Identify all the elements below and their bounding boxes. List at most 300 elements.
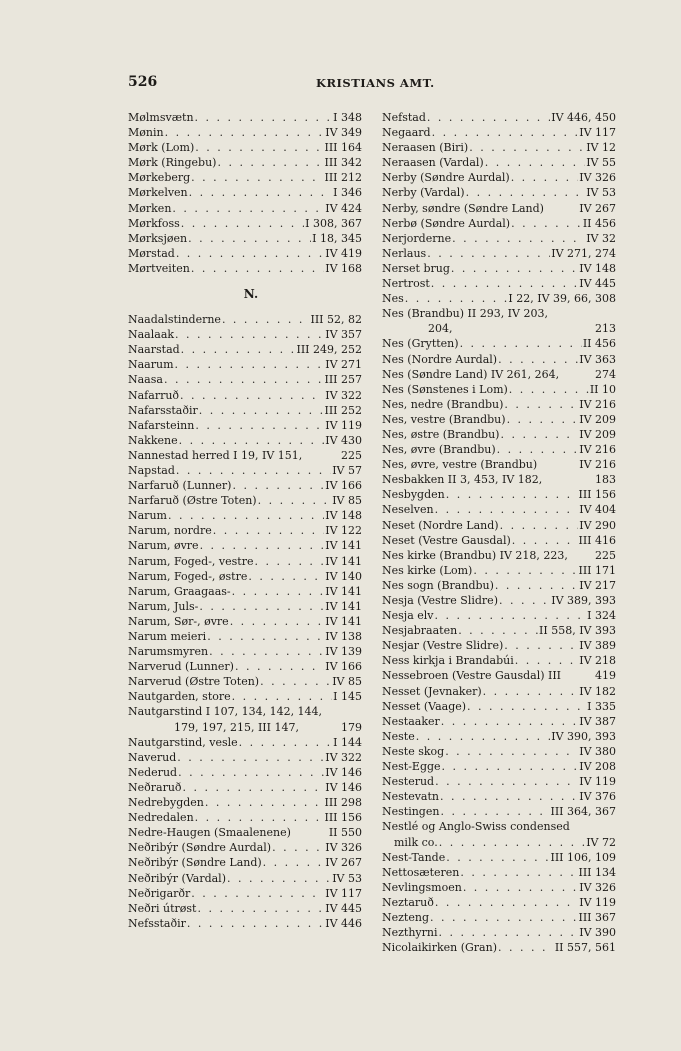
leader-dots: [498, 940, 554, 955]
entry-name: Nerby (Vardal): [382, 186, 465, 200]
entry-name: Nautgarden, store: [128, 690, 231, 704]
entry-name: Mørkeberg: [128, 171, 191, 185]
index-entry: [382, 110, 616, 125]
index-entry: [128, 886, 362, 901]
leader-dots: [232, 689, 333, 704]
entry-reference: IV 141: [325, 614, 362, 628]
entry-name: Nafarsstaðir: [128, 403, 198, 417]
entry-reference: IV 57: [332, 463, 362, 477]
entry-name: Nicolaikirken (Gran): [382, 941, 497, 955]
entry-name: Nezthyrni: [382, 926, 438, 940]
entry-reference: IV 322: [325, 388, 362, 402]
entry-name: Naalaak: [128, 328, 175, 342]
index-entry: [128, 418, 362, 433]
leader-dots: [500, 427, 578, 442]
leader-dots: [500, 518, 579, 533]
entry-reference: IV 117: [325, 886, 362, 900]
index-entry: [128, 855, 362, 870]
entry-name: Narum, øvre: [128, 539, 199, 553]
leader-dots: [442, 759, 579, 774]
entry-reference: IV 419: [325, 246, 362, 260]
entry-name: Nertrost: [382, 277, 430, 291]
entry-name: Narum, Graagaas-: [128, 584, 231, 598]
entry-name: Neste: [382, 729, 415, 743]
entry-reference: IV 168: [325, 261, 362, 275]
entry-name: Neraasen (Vardal): [382, 156, 484, 170]
index-entry: [382, 699, 616, 714]
leader-dots: [191, 170, 323, 185]
entry-reference: IV 208: [579, 760, 616, 774]
entry-reference: IV 141: [325, 599, 362, 613]
right-entries-list: [382, 110, 616, 955]
leader-dots: [440, 789, 578, 804]
entry-name: Narverud (Østre Toten): [128, 675, 260, 689]
leader-dots: [483, 684, 579, 699]
index-entry: [128, 810, 362, 825]
index-entry: [382, 563, 616, 578]
leader-dots: [217, 155, 323, 170]
entry-name: Neset (Vestre Gausdal): [382, 533, 511, 547]
leader-dots: [235, 659, 324, 674]
index-entry: [382, 714, 616, 729]
entry-name: Nederud: [128, 765, 178, 779]
index-entry: [382, 155, 616, 170]
entry-reference: IV 85: [332, 494, 362, 508]
index-entry: [128, 538, 362, 553]
index-entry: [382, 261, 616, 276]
index-entry: [382, 518, 616, 533]
entry-name: Nesset (Vaage): [382, 699, 467, 713]
entry-reference: IV 326: [579, 880, 616, 894]
entry-reference: IV 53: [332, 871, 362, 885]
leader-dots: [272, 840, 324, 855]
entry-reference: I 308, 367: [305, 216, 362, 230]
index-entry: [128, 216, 362, 231]
leader-dots: [254, 554, 324, 569]
index-entry: [382, 819, 616, 834]
entry-reference: IV 166: [325, 479, 362, 493]
entry-name: Nerset brug: [382, 261, 450, 275]
index-entry: [128, 674, 362, 689]
entry-reference: IV 182: [579, 684, 616, 698]
index-entry: [128, 599, 362, 614]
entry-reference: IV 290: [579, 518, 616, 532]
leader-dots: [485, 155, 586, 170]
leader-dots: [232, 478, 324, 493]
index-entry: [128, 554, 362, 569]
index-entry: [128, 357, 362, 372]
entry-name: Mørkelven: [128, 186, 188, 200]
leader-dots: [197, 901, 324, 916]
leader-dots: [504, 638, 578, 653]
entry-reference: III 298: [324, 796, 362, 810]
leader-dots: [427, 246, 550, 261]
entry-name: Naasa: [128, 373, 163, 387]
index-entry: [382, 850, 616, 865]
entry-name: Neðribýr (Søndre Land): [128, 856, 262, 870]
entry-reference: IV 146: [325, 765, 362, 779]
entry-name: Nest-Egge: [382, 760, 441, 774]
entry-name: Nerby, søndre (Søndre Land): [382, 201, 544, 215]
section-letter-n: N.: [243, 287, 259, 302]
entry-name: Narfaruð (Østre Toten): [128, 494, 257, 508]
entry-name: Nes (Brandbu) II 293, IV 203,: [382, 307, 548, 321]
index-entry: [382, 140, 616, 155]
leader-dots: [248, 569, 324, 584]
index-entry: [382, 502, 616, 517]
entry-reference: 419: [595, 669, 616, 683]
entry-name: Nesbygden: [382, 488, 445, 502]
entry-name: Nefstad: [382, 111, 426, 124]
index-entry: [382, 231, 616, 246]
entry-name: Nedre-Haugen (Smaalenene): [128, 826, 291, 840]
entry-name: Nes, nedre (Brandbu): [382, 397, 504, 411]
leader-dots: [431, 276, 578, 291]
entry-reference: IV 267: [325, 856, 362, 870]
index-entry: [128, 584, 362, 599]
entry-name: Neðri útrøst: [128, 901, 197, 915]
index-entry: [382, 185, 616, 200]
entry-reference: IV 390, 393: [551, 729, 616, 743]
leader-dots: [512, 533, 578, 548]
entry-reference: IV 141: [325, 554, 362, 568]
index-entry: [382, 668, 616, 683]
entry-name: Nes, vestre (Brandbu): [382, 412, 506, 426]
index-entry: [128, 780, 362, 795]
entry-name: Nes, øvre (Brandbu): [382, 443, 496, 457]
index-entry: [382, 759, 616, 774]
entry-reference: II 557, 561: [554, 941, 616, 955]
entry-name: Neðraruð: [128, 780, 182, 794]
leader-dots: [177, 750, 324, 765]
leader-dots: [183, 780, 325, 795]
index-entry: [128, 170, 362, 185]
leader-dots: [446, 487, 578, 502]
leader-dots: [165, 125, 325, 140]
entry-reference: I 18, 345: [312, 231, 362, 245]
n-entries-list: [128, 312, 362, 931]
index-entry: [382, 835, 616, 850]
leader-dots: [191, 886, 324, 901]
index-entry: [382, 744, 616, 759]
entry-reference: IV 55: [586, 156, 616, 170]
entry-name: Nes (Søndre Land) IV 261, 264,: [382, 367, 560, 381]
index-entry: [128, 312, 362, 327]
index-entry: [128, 765, 362, 780]
entry-name: Nerjorderne: [382, 231, 452, 245]
index-entry: [128, 246, 362, 261]
entry-name: Mørk (Ringebu): [128, 156, 217, 170]
entry-name: Nafarsteinn: [128, 418, 195, 432]
entry-reference: IV 12: [586, 141, 616, 155]
m-entries-list: [128, 110, 362, 276]
index-entry: [128, 493, 362, 508]
index-entry: [128, 569, 362, 584]
leader-dots: [466, 185, 586, 200]
index-entry: [382, 427, 616, 442]
entry-reference: III 342: [324, 156, 362, 170]
entry-name: Mørk (Lom): [128, 141, 195, 155]
entry-name: Naarstad: [128, 343, 180, 357]
entry-name: Nesbakken II 3, 453, IV 182,: [382, 473, 543, 487]
index-entry: [382, 578, 616, 593]
index-entry: [382, 125, 616, 140]
entry-reference: IV 216: [579, 458, 616, 472]
entry-name: Nautgarstind I 107, 134, 142, 144,: [128, 705, 323, 719]
leader-dots: [263, 855, 325, 870]
entry-reference: IV 216: [579, 397, 616, 411]
entry-reference: III 156: [578, 488, 616, 502]
index-entry: [382, 895, 616, 910]
index-entry: [128, 327, 362, 342]
entry-name: Nes (Grytten): [382, 337, 459, 351]
leader-dots: [200, 538, 325, 553]
entry-name: Nannestad herred I 19, IV 151,: [128, 448, 303, 462]
index-entry: [382, 910, 616, 925]
entry-name: Nes, østre (Brandbu): [382, 427, 500, 441]
entry-name: Ness kirkja i Brandabúi: [382, 654, 514, 668]
entry-name: Nes kirke (Lom): [382, 563, 473, 577]
entry-name: Neztaruð: [382, 895, 434, 909]
entry-reference: III 416: [578, 533, 616, 547]
entry-reference: IV 140: [325, 569, 362, 583]
leader-dots: [239, 735, 333, 750]
leader-dots: [416, 729, 551, 744]
entry-reference: IV 387: [579, 714, 616, 728]
entry-name: Nedrebygden: [128, 796, 204, 810]
entry-name: Mølmsvætn: [128, 111, 194, 124]
entry-name: Nafarruð: [128, 388, 180, 402]
index-entry: [128, 704, 362, 719]
entry-reference: IV 376: [579, 790, 616, 804]
leader-dots: [504, 397, 578, 412]
entry-reference: III 367: [578, 910, 616, 924]
entry-name: milk co.: [394, 835, 438, 849]
leader-dots: [440, 804, 549, 819]
entry-reference: III 164: [324, 141, 362, 155]
index-entry: [382, 608, 616, 623]
entry-name: Negaard: [382, 126, 431, 140]
leader-dots: [213, 523, 324, 538]
leader-dots: [260, 674, 331, 689]
index-entry: [128, 403, 362, 418]
entry-reference: II 456: [582, 337, 616, 351]
leader-dots: [232, 584, 325, 599]
leader-dots: [176, 463, 331, 478]
entry-name: Nezteng: [382, 910, 429, 924]
index-entry: [128, 448, 362, 463]
entry-name: Narverud (Lunner): [128, 660, 234, 674]
entry-reference: IV 148: [325, 509, 362, 523]
entry-name: Naadalstinderne: [128, 313, 221, 327]
index-entry: [382, 487, 616, 502]
index-entry: [382, 593, 616, 608]
entry-name: Neset (Nordre Land): [382, 518, 499, 532]
index-entry: [128, 659, 362, 674]
entry-name: Nes: [382, 292, 404, 306]
leader-dots: [168, 508, 324, 523]
index-entry: [382, 623, 616, 638]
entry-name: Nes kirke (Brandbu) IV 218, 223,: [382, 548, 568, 562]
entry-reference: II 558, IV 393: [539, 624, 616, 638]
index-entry: [128, 840, 362, 855]
leader-dots: [473, 563, 577, 578]
index-entry: [128, 508, 362, 523]
leader-dots: [176, 246, 324, 261]
index-entry: [128, 155, 362, 170]
entry-name: Neðribýr (Søndre Aurdal): [128, 841, 272, 855]
entry-name: 204,: [428, 322, 453, 336]
leader-dots: [467, 699, 586, 714]
entry-reference: IV 122: [325, 524, 362, 538]
leader-dots: [195, 418, 324, 433]
entry-reference: IV 53: [586, 186, 616, 200]
entry-reference: III 106, 109: [550, 850, 616, 864]
entry-reference: IV 216: [579, 443, 616, 457]
leader-dots: [227, 871, 331, 886]
entry-reference: IV 119: [325, 418, 362, 432]
leader-dots: [164, 372, 324, 387]
entry-reference: IV 209: [579, 412, 616, 426]
leader-dots: [507, 412, 579, 427]
entry-name: Mørtveiten: [128, 261, 190, 275]
index-entry: [382, 653, 616, 668]
entry-name: Nestevatn: [382, 790, 439, 804]
entry-reference: III 257: [324, 373, 362, 387]
entry-reference: IV 119: [579, 895, 616, 909]
leader-dots: [435, 502, 579, 517]
index-entry: [382, 548, 616, 563]
leader-dots: [445, 744, 578, 759]
index-entry: [128, 342, 362, 357]
entry-name: Mørksjøen: [128, 231, 188, 245]
entry-reference: IV 32: [586, 231, 616, 245]
index-entry: [128, 901, 362, 916]
leader-dots: [439, 835, 585, 850]
running-title: KRISTIANS AMT.: [316, 76, 435, 90]
entry-name: Nest-Tande: [382, 850, 446, 864]
entry-reference: IV 424: [325, 201, 362, 215]
leader-dots: [439, 925, 579, 940]
entry-reference: I 335: [587, 699, 616, 713]
leader-dots: [191, 261, 324, 276]
entry-name: Neraasen (Biri): [382, 141, 469, 155]
leader-dots: [195, 810, 324, 825]
entry-name: Nestaaker: [382, 714, 440, 728]
entry-name: Nes (Nordre Aurdal): [382, 352, 498, 366]
entry-reference: I 324: [587, 609, 616, 623]
entry-reference: IV 209: [579, 427, 616, 441]
index-entry: [128, 795, 362, 810]
leader-dots: [511, 170, 579, 185]
leader-dots: [195, 110, 333, 125]
entry-name: Nerbø (Søndre Aurdal): [382, 216, 511, 230]
index-entry: [128, 372, 362, 387]
leader-dots: [499, 593, 550, 608]
leader-dots: [199, 599, 324, 614]
entry-name: Nes, øvre, vestre (Brandbu): [382, 458, 538, 472]
entry-reference: IV 430: [325, 433, 362, 447]
entry-reference: IV 166: [325, 660, 362, 674]
entry-reference: I 145: [333, 690, 362, 704]
leader-dots: [435, 608, 587, 623]
entry-reference: II 550: [328, 826, 362, 840]
entry-reference: IV 389: [579, 639, 616, 653]
index-entry: [128, 201, 362, 216]
index-entry: [382, 321, 616, 336]
entry-name: Nevlingsmoen: [382, 880, 462, 894]
leader-dots: [495, 578, 578, 593]
index-entry: [128, 125, 362, 140]
index-entry: [382, 774, 616, 789]
entry-name: Nerlaus: [382, 246, 427, 260]
leader-dots: [179, 433, 325, 448]
index-entry: [382, 352, 616, 367]
entry-reference: IV 445: [325, 901, 362, 915]
index-entry: [382, 201, 616, 216]
entry-reference: IV 326: [579, 171, 616, 185]
entry-reference: IV 139: [325, 645, 362, 659]
index-entry: [128, 825, 362, 840]
leader-dots: [209, 644, 324, 659]
entry-reference: I 348: [333, 111, 362, 124]
index-entry: [382, 925, 616, 940]
entry-reference: IV 148: [579, 261, 616, 275]
index-entry: [382, 276, 616, 291]
entry-name: Mønin: [128, 126, 164, 140]
index-entry: [128, 916, 362, 931]
leader-dots: [441, 714, 578, 729]
leader-dots: [180, 388, 324, 403]
index-entry: [382, 804, 616, 819]
leader-dots: [460, 336, 582, 351]
leader-dots: [460, 865, 577, 880]
entry-name: Nettosæteren: [382, 865, 460, 879]
index-entry: [128, 463, 362, 478]
entry-name: Nesset (Jevnaker): [382, 684, 482, 698]
entry-reference: IV 446, 450: [551, 111, 616, 124]
entry-reference: IV 271: [325, 358, 362, 372]
entry-reference: II 456: [582, 216, 616, 230]
leader-dots: [207, 629, 324, 644]
index-entry: [382, 638, 616, 653]
index-entry: [382, 865, 616, 880]
entry-name: 179, 197, 215, III 147,: [174, 720, 299, 734]
entry-name: Nesjabraaten: [382, 624, 458, 638]
leader-dots: [181, 216, 304, 231]
entry-name: Nes (Sønstenes i Lom): [382, 382, 508, 396]
index-entry: [382, 397, 616, 412]
entry-name: Nestlé og Anglo-Swiss condensed: [382, 820, 570, 834]
index-entry: [382, 216, 616, 231]
leader-dots: [469, 140, 585, 155]
entry-name: Neste skog: [382, 744, 445, 758]
leader-dots: [175, 327, 324, 342]
index-entry: [382, 729, 616, 744]
entry-name: Naverud: [128, 750, 177, 764]
entry-name: Napstad: [128, 463, 175, 477]
entry-name: Narumsmyren: [128, 645, 209, 659]
leader-dots: [405, 291, 508, 306]
leader-dots: [175, 357, 325, 372]
index-entry: [128, 231, 362, 246]
entry-reference: III 212: [324, 171, 362, 185]
entry-name: Nesterud: [382, 775, 435, 789]
index-entry: [382, 412, 616, 427]
entry-reference: IV 141: [325, 539, 362, 553]
leader-dots: [515, 653, 578, 668]
entry-name: Nautgarstind, vesle: [128, 735, 238, 749]
